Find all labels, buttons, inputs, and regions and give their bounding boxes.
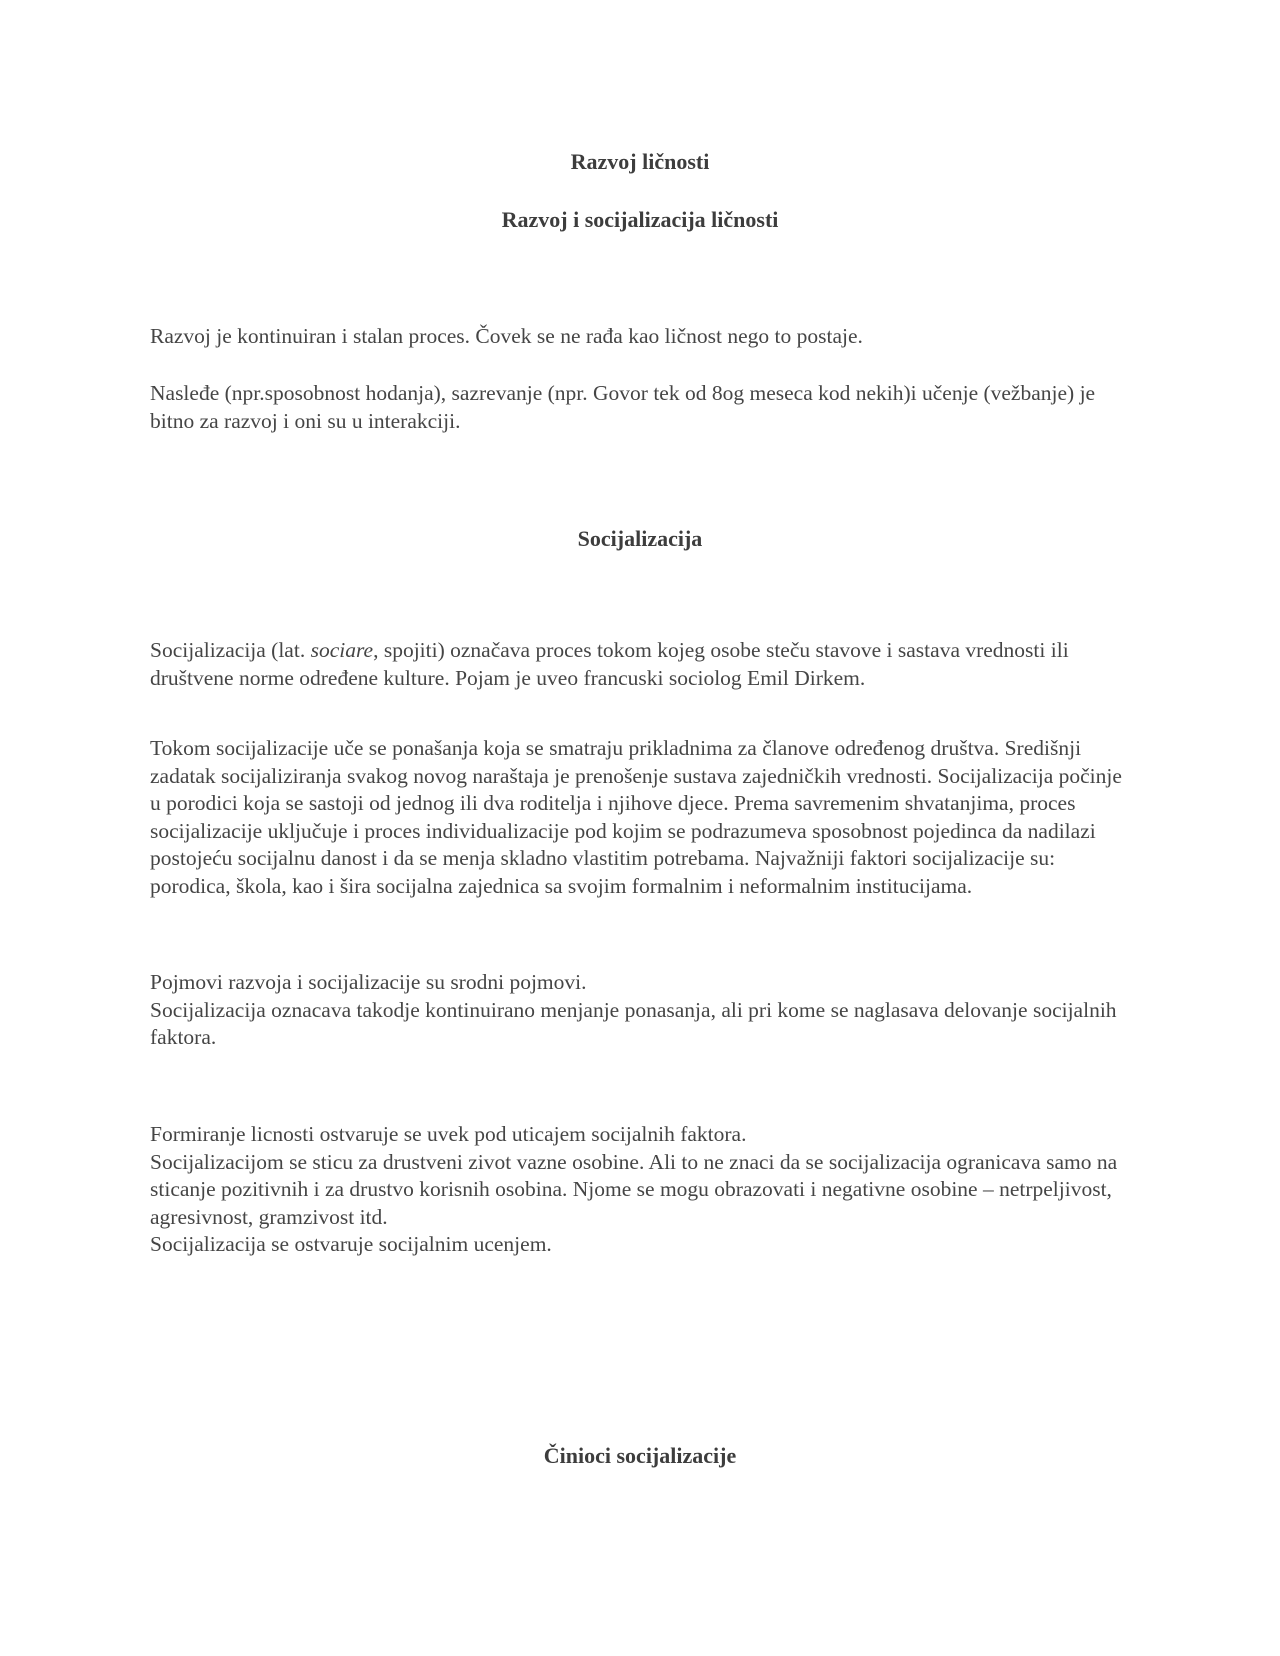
socijalizacija-paragraph-4: [150, 1121, 1130, 1259]
paragraph-line: Pojmovi razvoja i socijalizacije su srodni pojmovi.: [150, 970, 587, 994]
socijalizacija-paragraph-2: Tokom socijalizacije uče se ponašanja koja se smatraju prikladnima za članove određenog društva. Središnji zadatak socijaliziranja svakog novog naraštaja je prenošenje sustava zajedničkih vrednosti. Socijalizacija počinje u porodici koja se sastoji od jednog ili dva roditelja i njihove djece. Prema savremenim shvatanjima, proces socijalizacije uključuje i proces individualizacije pod kojim se podrazumeva sposobnost pojedinca da nadilazi postojeću socijalnu danost i da se menja skladno vlastitim potrebama. Najvažniji faktori socijalizacije su: porodica, škola, kao i šira socijalna zajednica sa svojim formalnim i neformalnim institucijama.: [150, 736, 1122, 898]
document-title: Razvoj ličnosti: [570, 149, 710, 174]
intro-paragraph-2: Nasleđe (npr.sposobnost hodanja), sazrevanje (npr. Govor tek od 8og meseca kod nekih)i učenje (vežbanje) je bitno za razvoj i oni su u interakciji.: [150, 381, 1096, 433]
paragraph-text-start: Socijalizacija (lat.: [150, 638, 311, 662]
document-subtitle: Razvoj i socijalizacija ličnosti: [501, 207, 779, 232]
paragraph-text-end: , spojiti) označava proces tokom kojeg osobe steču stavove i sastava vrednosti ili društvene norme određene kulture. Pojam je uveo francuski sociolog Emil Dirkem.: [150, 638, 1069, 690]
paragraph-line: Socijalizacijom se sticu za drustveni zivot vazne osobine. Ali to ne znaci da se socijalizacija ogranicava samo na sticanje pozitivnih i za drustvo korisnih osobina. Njome se mogu obrazovati i negativne osobine – netrpeljivost, agresivnost, gramzivost itd.: [150, 1149, 1118, 1229]
section-heading-socijalizacija: Socijalizacija: [577, 526, 703, 551]
socijalizacija-paragraph-1: [150, 637, 1130, 692]
section-heading-cinioci: Činioci socijalizacije: [543, 1443, 737, 1468]
socijalizacija-paragraph-3: [150, 969, 1130, 1052]
paragraph-line: Formiranje licnosti ostvaruje se uvek pod uticajem socijalnih faktora.: [150, 1122, 747, 1146]
latin-term: sociare: [310, 638, 374, 662]
intro-paragraph-1: Razvoj je kontinuiran i stalan proces. Čovek se ne rađa kao ličnost nego to postaje.: [150, 324, 863, 348]
paragraph-line: Socijalizacija se ostvaruje socijalnim ucenjem.: [150, 1232, 552, 1256]
paragraph-line: Socijalizacija oznacava takodje kontinuirano menjanje ponasanja, ali pri kome se naglasava delovanje socijalnih faktora.: [150, 997, 1117, 1049]
